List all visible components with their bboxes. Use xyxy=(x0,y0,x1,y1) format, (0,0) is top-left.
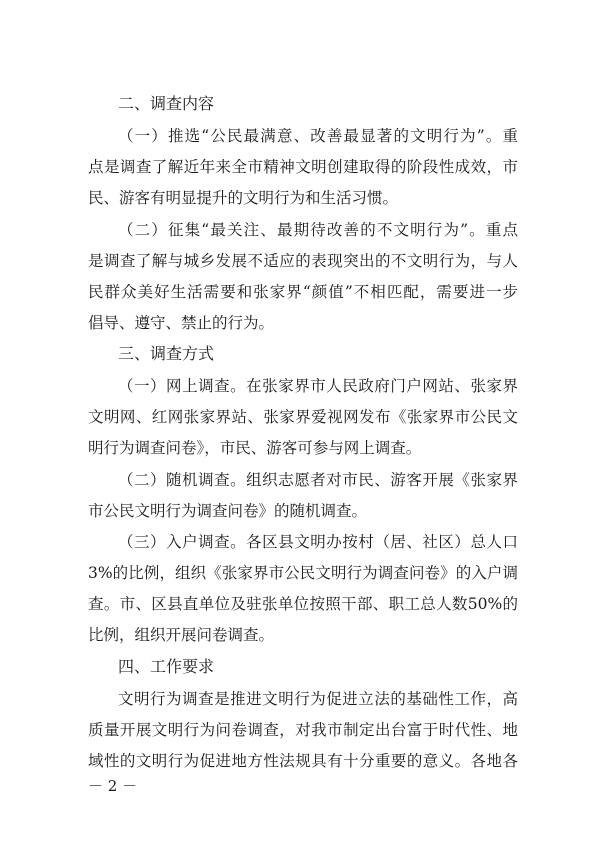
page-number: － 2 － xyxy=(88,777,138,795)
paragraph-line: 民、游客有明显提升的文明行为和生活习惯。 xyxy=(88,189,399,207)
paragraph-line: 市公民文明行为调查问卷》的随机调查。 xyxy=(88,502,368,520)
paragraph-line: 倡导、遵守、禁止的行为。 xyxy=(88,314,275,332)
paragraph-line: 质量开展文明行为问卷调查，对我市制定出台富于时代性、地 xyxy=(88,721,518,739)
paragraph-line: 查。市、区县直单位及驻张单位按照干部、职工总人数50%的 xyxy=(88,595,518,613)
paragraph-line: 域性的文明行为促进地方性法规具有十分重要的意义。各地各 xyxy=(88,752,518,770)
paragraph-line: 文明行为调查是推进文明行为促进立法的基础性工作，高 xyxy=(118,690,518,708)
section-heading: 二、调查内容 xyxy=(118,94,215,113)
paragraph-line: 明行为调查问卷》，市民、游客可参与网上调查。 xyxy=(88,439,422,457)
paragraph-line: 点是调查了解近年来全市精神文明创建取得的阶段性成效，市 xyxy=(88,158,518,176)
paragraph-line: （三）入户调查。各区县文明办按村（居、社区）总人口 xyxy=(118,533,518,551)
paragraph-line: （一）推选“公民最满意、改善最显著的文明行为”。重 xyxy=(118,127,518,145)
paragraph-line: 比例，组织开展问卷调查。 xyxy=(88,626,275,644)
paragraph-line: 民群众美好生活需要和张家界“颜值”不相匹配，需要进一步 xyxy=(88,283,518,301)
paragraph-line: 是调查了解与城乡发展不适应的表现突出的不文明行为，与人 xyxy=(88,252,518,270)
paragraph-line: 3%的比例，组织《张家界市公民文明行为调查问卷》的入户调 xyxy=(88,564,518,582)
section-heading: 四、工作要求 xyxy=(118,657,215,676)
paragraph-line: （二）征集“最关注、最期待改善的不文明行为”。重点 xyxy=(118,221,518,239)
paragraph-line: 文明网、红网张家界站、张家界爱视网发布《张家界市公民文 xyxy=(88,408,518,426)
paragraph-line: （一）网上调查。在张家界市人民政府门户网站、张家界 xyxy=(118,377,518,395)
paragraph-line: （二）随机调查。组织志愿者对市民、游客开展《张家界 xyxy=(118,471,518,489)
section-heading: 三、调查方式 xyxy=(118,344,215,363)
